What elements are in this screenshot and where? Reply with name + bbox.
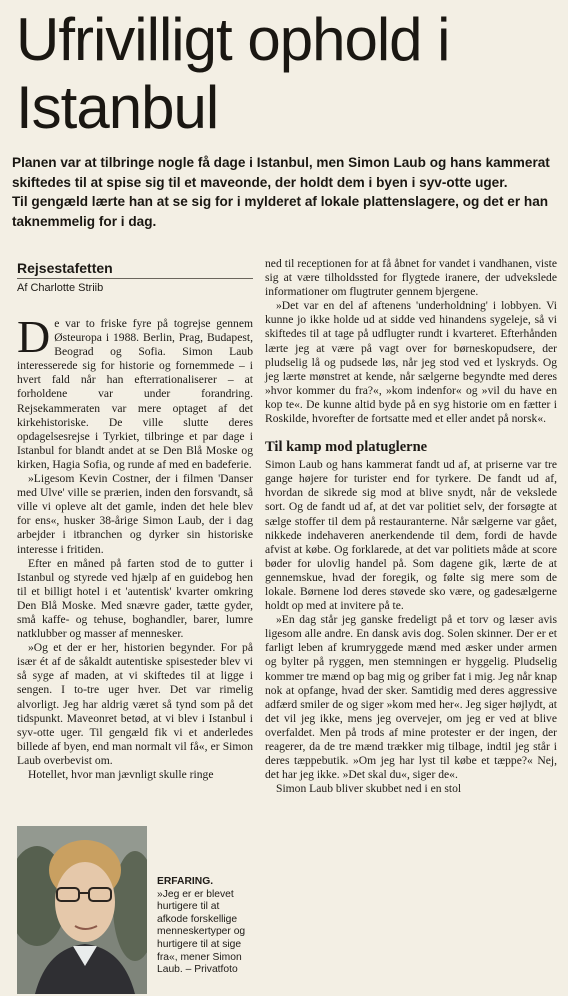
lead-paragraph xyxy=(12,153,564,231)
body-paragraph: Simon Laub og hans kammerat fandt ud af, at priserne var tre gange højere for turister end for tyrkere. De fandt ud af, hvordan de sikrede sig mod at blive snydt, når de vekslede sort. Og de fandt ud af, at det var politiet selv, der forsøgte at sælge stoffer til dem på restauranterne. Når sælgerne var gået, nikkede indehaveren anerkendende til dem, fordi de havde afvist at købe. Og forklarede, at det var politiets måde at score bøder for ulovlig handel på. Som dagene gik, lærte de at gennemskue, hvad der foregik, og følte sig mere som de lokale. Børnene lod deres støvede sko være, og gadesælgerne holdt op med at invitere på te. xyxy=(265,458,557,613)
portrait-photo xyxy=(17,826,147,994)
body-paragraph: ned til receptionen for at få åbnet for vandet i vandhanen, viste sig at være tilholdssted for flygtede iranere, der udvekslede informationer om flugtruter gennem bjergene. xyxy=(265,257,557,299)
column-1 xyxy=(17,257,253,782)
paragraph-text: e var to friske fyre på togrejse gennem Østeuropa i 1988. Berlin, Prag, Budapest, Beograd og Sofia. Simon Laub interesserede sig for historie og fornemmede – i hvert fald når han efterrationaliserer – at forholdene var under forandring. Rejsekammeraten var mere optaget af det kirkehistoriske. De ville slutte deres opdagelsesrejse i Tyrkiet, tilbringe et par dage i Istanbul for blandt andet at se Den Blå Moske og kirken, Hagia Sofia, og runde af med en badeferie. xyxy=(17,317,253,471)
section-rubric: Rejsestafetten xyxy=(17,259,253,279)
body-paragraph: »Ligesom Kevin Costner, der i filmen 'Danser med Ulve' ville se prærien, inden den forsvandt, så ville vi opleve alt det gamle, inden det hele blev for ens«, husker 38-årige Simon Laub, der i dag arbejder i itbranchen og dyrker sin historiske interesse i fritiden. xyxy=(17,472,253,556)
lead-text-2: Til gengæld lærte han at se sig for i mylderet af lokale plattenslagere, og det er han taknemmelig for i dag. xyxy=(12,194,549,229)
byline: Af Charlotte Striib xyxy=(17,282,104,294)
body-paragraph xyxy=(17,311,253,472)
caption-label: ERFARING. xyxy=(157,876,214,887)
headline: Ufrivilligt ophold i Istanbul xyxy=(16,6,450,141)
body-paragraph: Efter en måned på farten stod de to gutter i Istanbul og styrede ved hjælp af en guidebog hen til et billigt hotel i et 'autentisk' kvarter omkring Den Blå Moske. Med snævre gader, tætte gyder, små kaffe- og tehuse, boghandler, barer, lumre natklubber og masser af mennesker. xyxy=(17,556,253,641)
photo-caption xyxy=(157,876,253,977)
lead-text-1: Planen var at tilbringe nogle få dage i Istanbul, men Simon Laub og hans kammerat skiftedes til at spise sig til et maveonde, der holdt dem i byen i syv-otte uger. xyxy=(12,155,550,190)
body-paragraph: »Og et der er her, historien begynder. For på især ét af de såkaldt autentiske spisesteder blev vi så syge af maden, at vi skiftedes til at ligge i sengen. I to-tre uger hver. Det var rimelig alvorligt. Jeg har aldrig været så tynd som på det tidspunkt. Maveonret betød, at vi blev i Istanbul i syv-otte uger. Til gengæld fik vi et anderledes billede af byen, end man normalt vil få«, er Simon Laub overbevist om. xyxy=(17,641,253,767)
photo-with-caption xyxy=(17,826,253,994)
body-paragraph: Hotellet, hvor man jævnligt skulle ringe xyxy=(28,768,214,781)
portrait-illustration xyxy=(17,826,147,994)
body-paragraph: »En dag står jeg ganske fredeligt på et torv og læser avis ligesom alle andre. En dansk avis dog. Solen skinner. Der er et farligt leben af krumryggede mænd med æsker under armen og bylter på ryggen, men stemningen er hyggelig. Pludselig kommer tre mænd op bag mig og griber fat i mig. Jeg når knap nok at opfange, hvad der sker. Samtidig med deres aggressive adfærd smiler de og siger »kom med her«. Jeg siger højlydt, at det vil jeg ikke, mens jeg overvejer, om jeg er ved at blive overfaldet. Men på trods af mine protester er der ingen, der reagerer, da de tre mænd trækker mig tilbage, indtil jeg står i deres tæppebutik. »Om jeg har lyst til købe et tæppe?« Nej, det har jeg ikke. »Det skal du«, siger de«. xyxy=(265,613,557,782)
body-paragraph: Simon Laub bliver skubbet ned i en stol xyxy=(276,782,462,796)
subheading: Til kamp mod platuglerne xyxy=(265,439,428,456)
body-paragraph: »Det var en del af aftenens 'underholdning' i lobbyen. Vi kunne jo ikke holde ud at sidde ved hinandens sygeleje, så vi skiftedes til at tage på udflugter rundt i kvarteret. Efterhånden lærte jeg at være på vagt over for børneskopudsere, der pludselig lå og pudsede løs, når jeg stod ved et lyskryds. Og jeg lærte mønstret at kende, når sælgerne begyndte med deres »hvor kommer du fra?«, »kom indenfor« og »vil du have en kop te«. De kunne altid byde på en syg historie om en fætter i Roskilde, hvorefter de fortsatte med et eller andet på norsk«. xyxy=(265,299,557,426)
caption-text: »Jeg er er blevet hurtigere til at afkode forskellige menneskertyper og hurtigere til at sige fra«, mener Simon Laub. – Privatfoto xyxy=(157,888,246,976)
drop-cap: D xyxy=(17,311,51,362)
column-2 xyxy=(265,257,557,796)
